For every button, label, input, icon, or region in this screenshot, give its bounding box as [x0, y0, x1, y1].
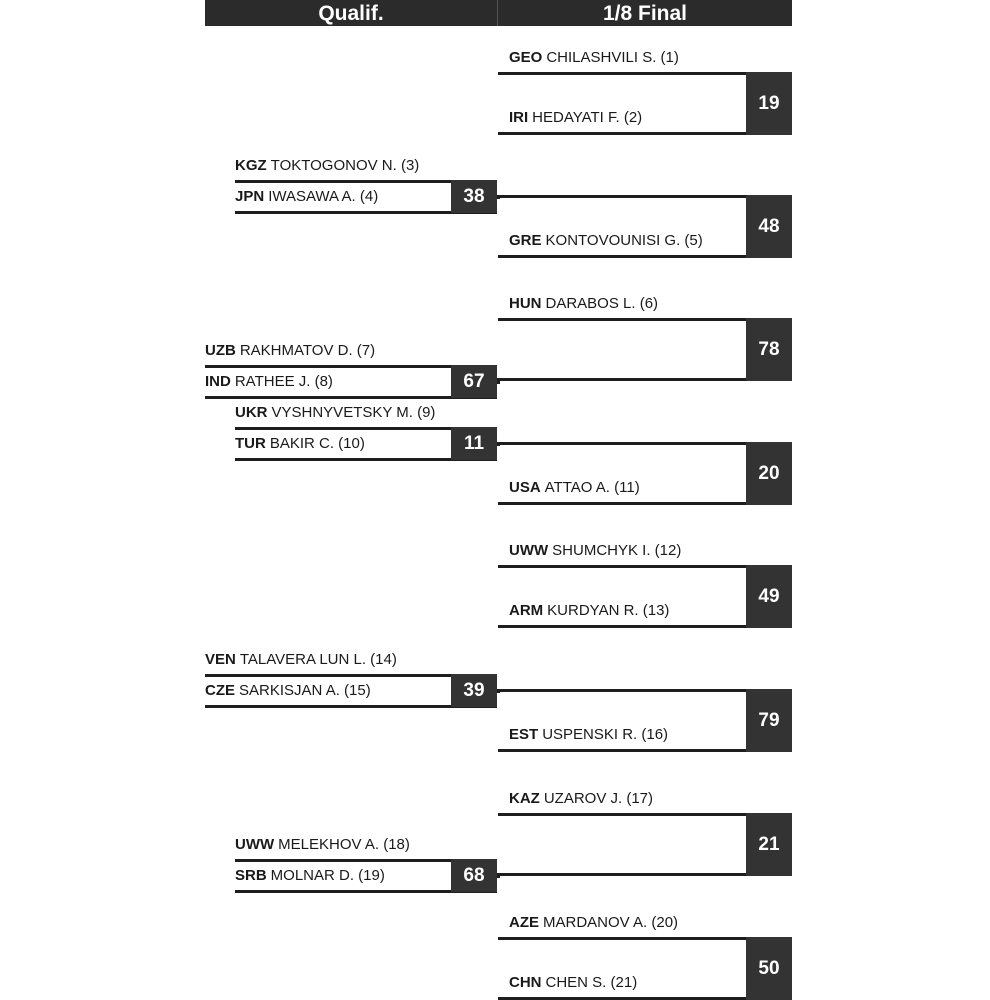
country-code: HUN	[509, 295, 542, 312]
qualif-bout-number: 38	[451, 180, 497, 213]
competitor-name	[509, 49, 679, 67]
athlete-name: TOKTOGONOV N. (3)	[270, 157, 420, 174]
header-qualif: Qualif.	[205, 0, 497, 26]
country-code: CZE	[205, 682, 235, 699]
bout-number: 79	[746, 689, 792, 752]
country-code: IND	[205, 373, 231, 390]
competitor-name	[235, 867, 385, 885]
athlete-name: KONTOVOUNISI G. (5)	[545, 232, 703, 249]
athlete-name: BAKIR C. (10)	[269, 435, 365, 452]
athlete-name: UZAROV J. (17)	[543, 790, 654, 807]
country-code: IRI	[509, 109, 529, 126]
country-code: KGZ	[235, 157, 267, 174]
athlete-name: MOLNAR D. (19)	[270, 867, 385, 884]
athlete-name: CHILASHVILI S. (1)	[546, 49, 679, 66]
header-divider	[497, 0, 498, 26]
competitor-name	[235, 836, 410, 854]
competitor-name	[509, 602, 669, 620]
competitor-name	[509, 726, 668, 744]
country-code: JPN	[235, 188, 265, 205]
competitor-name	[205, 373, 333, 391]
qualif-bout-number: 11	[451, 427, 497, 460]
country-code: GRE	[509, 232, 542, 249]
bout-number: 48	[746, 195, 792, 258]
competitor-name	[205, 342, 375, 360]
competitor-name	[509, 109, 642, 127]
athlete-name: USPENSKI R. (16)	[542, 726, 669, 743]
country-code: UZB	[205, 342, 236, 359]
competitor-name	[509, 914, 678, 932]
athlete-name: RAKHMATOV D. (7)	[239, 342, 376, 359]
athlete-name: HEDAYATI F. (2)	[532, 109, 643, 126]
athlete-name: IWASAWA A. (4)	[268, 188, 379, 205]
country-code: KAZ	[509, 790, 540, 807]
country-code: GEO	[509, 49, 543, 66]
connector-line	[497, 689, 500, 693]
country-code: USA	[509, 479, 541, 496]
athlete-name: ATTAO A. (11)	[544, 479, 640, 496]
country-code: ARM	[509, 602, 544, 619]
country-code: CHN	[509, 974, 542, 991]
athlete-name: KURDYAN R. (13)	[547, 602, 670, 619]
qualif-bout-number: 39	[451, 674, 497, 707]
bout-number: 78	[746, 318, 792, 381]
athlete-name: MELEKHOV A. (18)	[278, 836, 410, 853]
connector-line	[497, 195, 500, 199]
country-code: TUR	[235, 435, 266, 452]
country-code: UWW	[235, 836, 275, 853]
athlete-name: TALAVERA LUN L. (14)	[239, 651, 397, 668]
competitor-name	[509, 542, 681, 560]
athlete-name: SHUMCHYK I. (12)	[552, 542, 682, 559]
athlete-name: SARKISJAN A. (15)	[239, 682, 371, 699]
competitor-name	[235, 157, 419, 175]
competitor-name	[509, 974, 637, 992]
connector-line	[497, 442, 500, 446]
competitor-name	[235, 435, 365, 453]
country-code: UWW	[509, 542, 549, 559]
qualif-bout-number: 67	[451, 365, 497, 398]
country-code: UKR	[235, 404, 268, 421]
qualif-bout-number: 68	[451, 859, 497, 892]
competitor-name	[235, 188, 378, 206]
connector-line	[497, 873, 500, 878]
competitor-name	[509, 232, 703, 250]
competitor-name	[205, 682, 371, 700]
athlete-name: DARABOS L. (6)	[545, 295, 659, 312]
bout-number: 21	[746, 813, 792, 876]
bout-number: 50	[746, 937, 792, 1000]
competitor-name	[205, 651, 397, 669]
bout-number: 49	[746, 565, 792, 628]
header-eighth-final: 1/8 Final	[498, 0, 792, 26]
connector-line	[497, 378, 500, 384]
bout-number: 19	[746, 72, 792, 135]
country-code: EST	[509, 726, 539, 743]
athlete-name: MARDANOV A. (20)	[543, 914, 679, 931]
athlete-name: VYSHNYVETSKY M. (9)	[271, 404, 436, 421]
athlete-name: CHEN S. (21)	[545, 974, 638, 991]
bout-number: 20	[746, 442, 792, 505]
country-code: AZE	[509, 914, 539, 931]
country-code: SRB	[235, 867, 267, 884]
competitor-name	[235, 404, 435, 422]
competitor-name	[509, 790, 653, 808]
country-code: VEN	[205, 651, 236, 668]
competitor-name	[509, 479, 640, 497]
athlete-name: RATHEE J. (8)	[234, 373, 333, 390]
competitor-name	[509, 295, 658, 313]
